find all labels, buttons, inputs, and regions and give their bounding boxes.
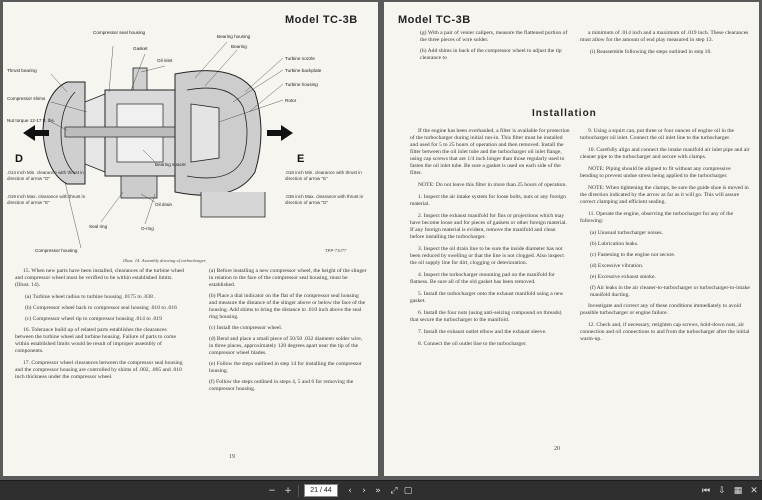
paragraph: 16. Tolerance build up of related parts establishes the clearances between the turbine wheel and turbine housing. Failure of parts to come within established limits would be result of improper assembly of components. [15,327,176,354]
label-compressor-housing: Compressor housing [35,248,78,253]
label-turbine-backplate: Turbine backplate [285,68,322,73]
next-page-icon[interactable]: › [362,486,366,496]
paragraph: 7. Install the exhaust outlet elbow and the exhaust sleeve. [418,329,547,335]
paragraph: 5. Install the turbocharger onto the exhaust manifold using a new gasket. [410,291,564,304]
clearance-note-right-2: .038 inch Max. clearance with thrust in direction of arrow "D" [285,194,364,205]
paragraph: 12. Check and, if necessary, retighten cap screws, hold-down nuts, air connection and oil connections to and from the turbocharger after the initial warm-up. [580,322,750,342]
label-arrow-d: D [15,153,23,165]
section-title-installation: Installation [532,108,597,119]
label-turbine-housing: Turbine housing [285,82,318,87]
right-page-top-column-1 [410,30,570,66]
paragraph: 6. Install the four nuts (using anti-seizing compound on threads) that secure the turbocharger to the manifold. [410,310,562,323]
figure-caption: Illust. 14. Assembly drawing of turbocharger. [123,258,207,263]
paragraph: (g) With a pair of venier calipers, measure the flattened portion of the three pieces of wire solder. [420,30,568,43]
label-rotor: Rotor [285,98,297,103]
clearance-note-left-1: .014 inch Min. clearance with thrust in direction of arrow "D" [7,170,84,181]
paragraph: (d) Excessive vibration. [590,263,644,269]
paragraph: (e) Follow the steps outlined in step 14 for installing the compressor housing. [209,361,362,374]
paragraph: Investigate and correct any of these conditions immediately to avoid possible turbocharger or engine failure. [580,303,742,316]
label-oil-drain: Oil drain [155,202,173,207]
label-gasket: Gasket [133,46,148,51]
paragraph: 2. Inspect the exhaust manifold for fins or projections which may have become loose and for pieces of gaskets or other foreign material. If any foreign material is evident, remove the manifold and clean before installing the turbocharger. [410,213,567,240]
label-arrow-e: E [297,153,305,165]
clearance-note-left-2: .019 inch Max. clearance with thrust in direction of arrow "E" [7,194,86,205]
fit-icon[interactable]: ⤢ [390,486,398,496]
paragraph: 10. Carefully align and connect the intake manifold air inlet pipe and air cleaner pipe to the turbocharger and secure with clamps. [580,147,750,160]
paragraph: (d) Bend and place a small piece of 50/50 .032 diameter solder wire, in three places, approximately 120 degrees apart near the tip of the compressor wheel blades. [209,336,363,356]
page-number: 20 [554,446,560,452]
label-turbine-nozzle: Turbine nozzle [285,56,315,61]
paragraph: (b) Lubrication leaks. [590,241,639,247]
label-thrust-bearing: Thrust bearing [7,68,37,73]
label-bearing-spacer: Bearing spacer [155,162,186,167]
turbocharger-assembly-diagram [5,12,375,257]
prev-page-icon[interactable]: ‹ [348,486,352,496]
paragraph: (c) Compressor wheel tip to compressor housing .014 to .019 [25,316,162,322]
label-compressor-seal-housing: Compressor seal housing [93,30,146,35]
label-bearing: Bearing [231,44,247,49]
paragraph: 17. Compressor wheel clearances between the compressor seal housing and the compressor housing are controlled by shims of .002, .005 and .010 inch thickness under the compressor wheel. [15,360,183,380]
zoom-in-icon[interactable]: + [284,486,292,496]
label-o-ring: O-ring [141,226,154,231]
paragraph: 1. Inspect the air intake system for loose bolts, nuts or any foreign material. [410,194,566,207]
paragraph: If the engine has been overhauled, a filter is available for protection of the turbocharger during initial run-in. This filter must be installed and used for 5 to 25 hours of operation and then removed. Install the filter between the oil inlet tube and the turbocharger oil inlet flange, using cap screws that are 1/4 inch longer than those regularly used to fasten the oil inlet tube. Be sure a gasket is used on each side of the filter. [410,128,570,176]
fullscreen-icon[interactable]: ▢ [403,486,413,496]
right-page-column-1 [410,128,570,353]
paragraph: (f) Follow the steps outlined in steps 4, 5 and 6 for removing the compressor housing. [209,379,354,392]
label-oil-inlet: Oil inlet [157,58,173,63]
paragraph: NOTE: Do not leave this filter in more than 25 hours of operation. [418,182,567,188]
page-number: 19 [229,454,235,460]
paragraph: 11. Operate the engine, observing the turbocharger for any of the following: [580,211,734,224]
paragraph: 3. Inspect the oil drain line to be sure the inside diameter has not been reduced by swelling or that the line is not clogged. Also inspect the oil supply line for dirt, clogging or deterioration. [410,246,564,266]
label-compressor-shims: Compressor shims [7,96,46,101]
first-page-icon[interactable]: ⏮ [701,486,711,496]
model-title: Model TC-3B [398,14,471,26]
label-seal-ring: Seal ring [89,224,108,229]
paragraph: NOTE: When tightening the clamps, be sure the guide shoe is moved in the direction indicated by the arrow as far as it will go. This will assure correct clamping and efficient sealing. [580,185,749,205]
paragraph: (c) Fastening to the engine not secure. [590,252,676,258]
left-page-column-2 [199,268,367,397]
paragraph: 15. When new parts have been installed, clearances of the turbine wheel and compressor wheel must be verified to be within established limits. (Illust. 14). [15,268,185,288]
paragraph: (h) Add shims in back of the compressor wheel to adjust the tip clearance to [420,48,562,61]
paragraph: (b) Compressor wheel back to compressor seal housing .010 to .016 [25,305,177,311]
toolbar-divider [298,485,299,497]
last-page-icon[interactable]: » [375,486,381,496]
right-page-top-column-2 [580,30,750,60]
zoom-out-icon[interactable]: − [268,486,276,496]
paragraph: (f) Air leaks in the air cleaner-to-turbocharger or turbocharger-to-intake manifold ducting. [590,285,750,298]
close-icon[interactable]: ✕ [750,486,758,496]
page-20 [384,2,759,476]
label-nut-torque: Nut torque 12-17 ft. lbs. [7,118,56,123]
clearance-note-right-1: .018 inch Min. clearance with thrust in direction of arrow "E" [285,170,362,181]
paragraph: 4. Inspect the turbocharger mounting pad on the manifold for flatness. Be sure all of the old gasket has been removed. [410,272,555,285]
right-page-column-2 [580,128,750,348]
paragraph: a minimum of .014 inch and a maximum of .019 inch. These clearances must allow for the amount of end play measured in step 13. [580,30,749,43]
paragraph: (b) Place a dial indicator on the flat of the compressor seal housing and measure the distance of the slinger above or below the face of the housing. Add shims to bring the distance to .010 inch above the seal ring housing. [209,293,366,320]
paragraph: NOTE: Piping should be aligned to fit without any compressive bending to prevent undue stress being applied to the turbocharger. [580,166,731,179]
label-bearing-housing: Bearing housing [217,34,251,39]
viewer-toolbar [0,480,762,500]
paragraph: 8. Connect the oil outlet line to the turbocharger. [418,341,527,347]
model-title: Model TC-3B [285,14,358,26]
paragraph: (i) Reassemble following the steps outlined in step 10. [590,49,712,55]
paragraph: (e) Excessive exhaust smoke. [590,274,656,280]
paragraph: (c) Install the compressor wheel. [209,325,283,331]
paragraph: 9. Using a squirt can, put three or four ounces of engine oil in the turbocharger oil inlet. Connect the oil inlet line to the turbocharger. [580,128,735,141]
page-19 [3,2,378,476]
left-page-column-1 [15,268,185,386]
download-icon[interactable]: ⇩ [718,486,726,496]
grid-view-icon[interactable]: ▦ [733,486,743,496]
paragraph: (a) Turbine wheel radius to turbine housing .0175 to .038 . [25,294,156,300]
paragraph: (a) Before installing a new compressor wheel, the height of the slinger in relation to the face of the compressor seal housing, must be established. [209,268,367,288]
page-number-input[interactable]: 21 / 44 [304,484,338,497]
diagram-ref: TPP-71077 [325,248,347,253]
paragraph: (a) Unusual turbocharger noises. [590,230,663,236]
